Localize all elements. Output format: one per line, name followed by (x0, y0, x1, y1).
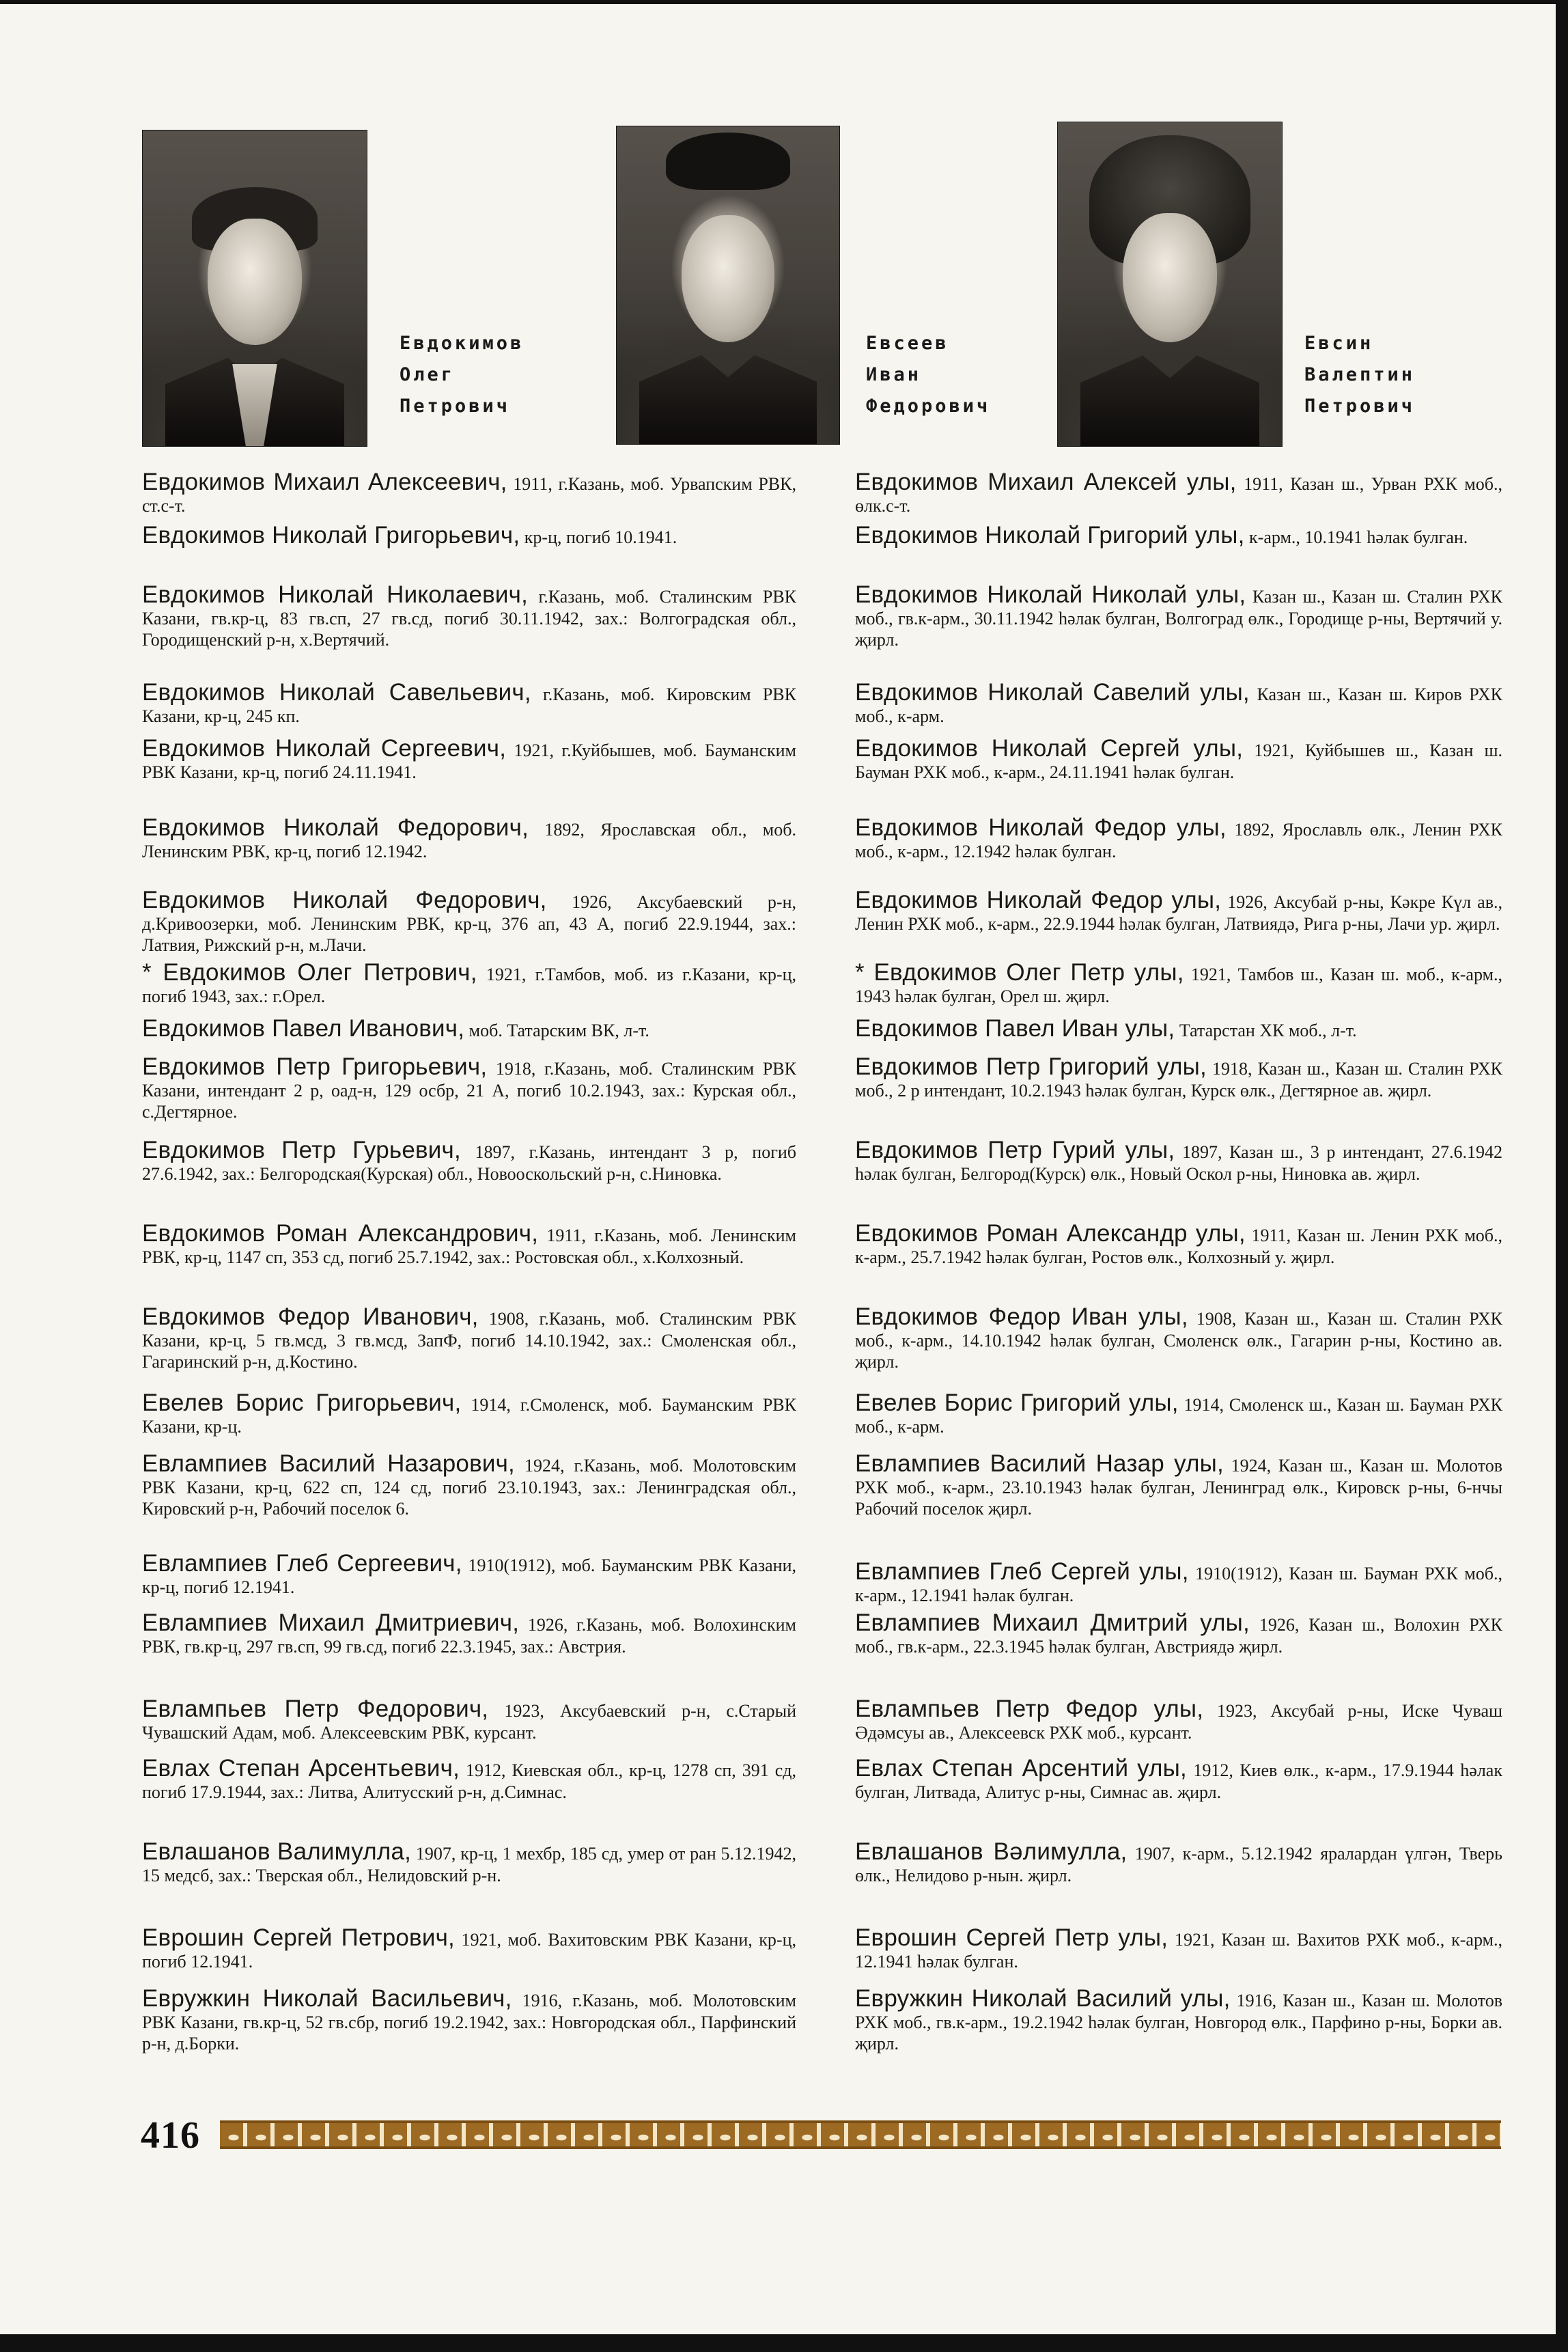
russian-entry (142, 581, 796, 651)
russian-entry (142, 1450, 796, 1520)
entry-details: 1924, Казан ш., Казан ш. Молотов РХК моб., к-арм., 23.10.1943 һәлак булган, Ленинград өлк., Кировск р-ны, 6-нчы Рабочий поселок җирл. (855, 1456, 1502, 1519)
russian-entry (142, 1924, 797, 1972)
tatar-entry (855, 1015, 1502, 1042)
russian-entry (142, 814, 796, 862)
entry-name: Евлашанов Валимулла, (142, 1838, 412, 1865)
tatar-entry (855, 1139, 1502, 1185)
tatar-entry (855, 959, 1503, 1007)
entry-name: Евлампиев Василий Назарович, (142, 1450, 515, 1477)
tatar-entry (855, 814, 1502, 862)
entry-name: Евлах Степан Арсентьевич, (142, 1755, 460, 1782)
entry-name: Евдокимов Николай Федор улы, (855, 814, 1227, 841)
entry-details: к-арм., 10.1941 һәлак булган. (1244, 527, 1468, 547)
photo-caption-1: Евдокимов Олег Петрович (400, 333, 524, 417)
russian-entry (142, 1389, 796, 1437)
entry-name: Евдокимов Роман Александрович, (142, 1220, 539, 1247)
russian-entry (142, 889, 796, 956)
entry-name: Евдокимов Николай Савелий улы, (855, 679, 1250, 706)
tatar-entry (855, 522, 1502, 549)
scan-edge-bottom (0, 2334, 1568, 2352)
entry-name: Евдокимов Николай Федорович, (142, 814, 529, 841)
entry-name: Евдокимов Федор Иван улы, (855, 1303, 1188, 1330)
entry-name: Евелев Борис Григорий улы, (855, 1389, 1179, 1416)
entry-details: 1912, Киевская обл., кр-ц, 1278 сп, 391 сд, погиб 17.9.1944, зах.: Литва, Алитусский р-н, д.Симнас. (142, 1760, 796, 1802)
entry-name: Еврошин Сергей Петрович, (142, 1924, 455, 1951)
russian-entry (142, 1550, 796, 1598)
entry-details: 1911, г.Казань, моб. Урвапским РВК, ст.с-т. (142, 474, 796, 516)
tatar-entry (855, 1053, 1502, 1101)
tatar-entry (855, 1220, 1503, 1268)
entry-details: 1916, Казан ш., Казан ш. Молотов РХК моб., гв.к-арм., 19.2.1942 һәлак булган, Новгород өлк., Парфино р-ны, Борки ав. җирл. (855, 1991, 1502, 2053)
tatar-entry (855, 1698, 1502, 1743)
entry-name: Евдокимов Павел Иванович, (142, 1015, 465, 1042)
entry-name: Евдокимов Николай Николай улы, (855, 581, 1246, 608)
decorative-border-ornament (220, 2120, 1501, 2149)
entry-details: г.Казань, моб. Кировским РВК Казани, кр-ц, 245 кп. (142, 684, 796, 726)
russian-entry (142, 1985, 796, 2055)
entry-details: 1908, Казан ш., Казан ш. Сталин РХК моб., к-арм., 14.10.1942 һәлак булган, Смоленск өлк., Гагарин р-ны, Костино ав. җирл. (855, 1309, 1503, 1372)
entry-name: Евдокимов Николай Григорий улы, (855, 522, 1245, 549)
entry-name: Евлампиев Василий Назар улы, (855, 1450, 1224, 1477)
entry-name: Евдокимов Николай Николаевич, (142, 581, 529, 608)
entry-name: Евлампиев Михаил Дмитриевич, (142, 1609, 520, 1636)
entry-details: 1924, г.Казань, моб. Молотовским РВК Казани, кр-ц, 622 сп, 124 сд, погиб 23.10.1943, зах.: Ленинградская обл., Кировский р-н, Рабочий поселок 6. (142, 1456, 796, 1519)
entry-name: Евдокимов Николай Федор улы, (855, 887, 1222, 913)
russian-entry (142, 1609, 796, 1657)
tatar-entry (855, 1755, 1502, 1803)
entry-name: Евдокимов Роман Александр улы, (855, 1220, 1246, 1247)
russian-entry (142, 522, 796, 549)
entry-details: г.Казань, моб. Сталинским РВК Казани, гв.кр-ц, 83 гв.сп, 27 гв.сд, погиб 30.11.1942, зах.: Волгоградская обл., Городищенский р-н, х.Вертячий. (142, 587, 796, 650)
tatar-entry (855, 1303, 1503, 1373)
entry-name: Евлах Степан Арсентий улы, (855, 1755, 1187, 1782)
russian-entry (142, 1139, 796, 1185)
portrait-photo-1 (142, 130, 367, 447)
entry-name: Евдокимов Николай Федорович, (142, 887, 547, 913)
entry-details: 1926, Аксубаевский р-н, д.Кривоозерки, моб. Ленинским РВК, кр-ц, 376 ап, 43 А, погиб 22.9.1944, зах.: Латвия, Рижский р-н, м.Лачи. (142, 892, 796, 955)
tatar-entry (855, 1838, 1502, 1886)
entry-name: Евдокимов Петр Григорий улы, (855, 1053, 1207, 1080)
entry-details: 1897, г.Казань, интендант 3 р, погиб 27.6.1942, зах.: Белгородская(Курская) обл., Новооскольский р-н, с.Ниновка. (142, 1142, 796, 1184)
portrait-photo-2 (616, 126, 840, 445)
entry-name: Евдокимов Петр Гурий улы, (855, 1137, 1175, 1163)
entry-name: * Евдокимов Олег Петрович, (142, 959, 477, 986)
entry-name: Евлампьев Петр Федор улы, (855, 1696, 1204, 1722)
entry-details: 1892, Ярославль өлк., Ленин РХК моб., к-арм., 12.1942 һәлак булган. (855, 820, 1502, 861)
entry-name: Евелев Борис Григорьевич, (142, 1389, 462, 1416)
scan-edge-right (1556, 0, 1568, 2352)
entry-name: Евлампьев Петр Федорович, (142, 1696, 489, 1722)
entry-details: 1910(1912), Казан ш. Бауман РХК моб., к-арм., 12.1941 һәлак булган. (855, 1564, 1502, 1605)
russian-entry (142, 1220, 796, 1268)
entry-details: 1914, г.Смоленск, моб. Бауманским РВК Казани, кр-ц. (142, 1395, 796, 1437)
entry-details: 1923, Аксубаевский р-н, с.Старый Чувашский Адам, моб. Алексеевским РВК, курсант. (142, 1701, 796, 1743)
entry-name: Евлампиев Глеб Сергей улы, (855, 1558, 1189, 1585)
entry-details: 1921, г.Тамбов, моб. из г.Казани, кр-ц, погиб 1943, зах.: г.Орел. (142, 965, 797, 1006)
entry-details: 1910(1912), моб. Бауманским РВК Казани, кр-ц, погиб 12.1941. (142, 1555, 796, 1597)
entry-details: 1911, г.Казань, моб. Ленинским РВК, кр-ц, 1147 сп, 353 сд, погиб 25.7.1942, зах.: Ростовская обл., х.Колхозный. (142, 1226, 796, 1267)
entry-name: Евдокимов Петр Гурьевич, (142, 1137, 461, 1163)
entry-details: 1921, Тамбов ш., Казан ш. моб., к-арм., 1943 һәлак булган, Орел ш. җирл. (855, 965, 1503, 1006)
entry-details: 1921, г.Куйбышев, моб. Бауманским РВК Казани, кр-ц, погиб 24.11.1941. (142, 741, 796, 782)
entry-name: Евружкин Николай Василий улы, (855, 1985, 1231, 2012)
entry-name: Евдокимов Николай Григорьевич, (142, 522, 520, 549)
entry-details: моб. Татарским ВК, л-т. (464, 1021, 649, 1040)
russian-entry (142, 1755, 796, 1803)
tatar-entry (855, 581, 1502, 651)
russian-entry (142, 1303, 797, 1373)
entry-details: 1926, Казан ш., Волохин РХК моб., гв.к-арм., 22.3.1945 һәлак булган, Австриядә җирл. (855, 1615, 1502, 1657)
entry-name: Евдокимов Николай Сергей улы, (855, 735, 1244, 762)
tatar-entry (855, 889, 1502, 935)
entry-details: 1914, Смоленск ш., Казан ш. Бауман РХК моб., к-арм. (855, 1395, 1502, 1437)
entry-details: 1907, к-арм., 5.12.1942 яралардан үлгән, Тверь өлк., Нелидово р-нын. җирл. (855, 1844, 1502, 1885)
entry-details: 1912, Киев өлк., к-арм., 17.9.1944 һәлак булган, Литвада, Алитус р-ны, Симнас ав. җирл. (855, 1760, 1502, 1802)
photo-caption-2: Евсеев Иван Федорович (866, 333, 991, 417)
entry-name: Евдокимов Михаил Алексеевич, (142, 469, 507, 495)
entry-name: Евдокимов Николай Савельевич, (142, 679, 531, 706)
entry-details: 1911, Казан ш. Ленин РХК моб., к-арм., 25.7.1942 һәлак булган, Ростов өлк., Колхозный у. җирл. (855, 1226, 1503, 1267)
entry-details: 1921, моб. Вахитовским РВК Казани, кр-ц, погиб 12.1941. (142, 1930, 797, 1971)
russian-entry (142, 679, 796, 727)
entry-details: 1923, Аксубай р-ны, Иске Чуваш Әдәмсуы ав., Алексеевск РХК моб., курсант. (855, 1701, 1503, 1743)
russian-entry (142, 1698, 796, 1743)
entry-name: Евлашанов Вәлимулла, (855, 1838, 1128, 1865)
tatar-entry (855, 1558, 1502, 1606)
entry-name: Евдокимов Павел Иван улы, (855, 1015, 1175, 1042)
entry-name: Евружкин Николай Васильевич, (142, 1985, 512, 2012)
entry-name: Евлампиев Михаил Дмитрий улы, (855, 1609, 1250, 1636)
entry-details: 1926, г.Казань, моб. Волохинским РВК, гв.кр-ц, 297 гв.сп, 99 гв.сд, погиб 22.3.1945, зах.: Австрия. (142, 1615, 796, 1657)
russian-entry (142, 471, 796, 516)
entry-details: 1921, Казан ш. Вахитов РХК моб., к-арм., 12.1941 һәлак булган. (855, 1930, 1502, 1971)
page-number: 416 (141, 2114, 200, 2157)
entry-details: 1921, Куйбышев ш., Казан ш. Бауман РХК моб., к-арм., 24.11.1941 һәлак булган. (855, 741, 1503, 782)
entry-details: 1926, Аксубай р-ны, Кәкре Күл ав., Ленин РХК моб., к-арм., 22.9.1944 һәлак булган, Латвиядә, Рига р-ны, Лачи ур. җирл. (855, 892, 1502, 934)
entry-details: 1918, г.Казань, моб. Сталинским РВК Казани, интендант 2 р, оад-н, 129 осбр, 21 А, погиб 10.2.1943, зах.: Курская обл., с.Дегтярное. (142, 1059, 796, 1122)
entry-name: Евдокимов Николай Сергеевич, (142, 735, 507, 762)
tatar-entry (855, 1450, 1502, 1520)
tatar-entry (855, 735, 1503, 783)
tatar-entry (855, 471, 1502, 516)
entry-name: Евдокимов Федор Иванович, (142, 1303, 479, 1330)
entry-details: 1907, кр-ц, 1 мехбр, 185 сд, умер от ран 5.12.1942, 15 медсб, зах.: Тверская обл., Нелидовский р-н. (142, 1844, 796, 1885)
russian-entry (142, 1015, 796, 1042)
entry-details: 1916, г.Казань, моб. Молотовским РВК Казани, гв.кр-ц, 52 гв.сбр, погиб 19.2.1942, зах.: Новгородская обл., Парфинский р-н, д.Борки. (142, 1991, 796, 2053)
entry-details: Татарстан ХК моб., л-т. (1175, 1021, 1357, 1040)
entry-name: Евдокимов Петр Григорьевич, (142, 1053, 488, 1080)
entry-details: Казан ш., Казан ш. Сталин РХК моб., гв.к-арм., 30.11.1942 һәлак булган, Волгоград өлк., Городище р-ны, Вертячий у. җирл. (855, 587, 1502, 650)
entry-details: 1908, г.Казань, моб. Сталинским РВК Казани, кр-ц, 5 гв.мсд, 3 гв.мсд, ЗапФ, погиб 14.10.1942, зах.: Смоленская обл., Гагаринский р-н, д.Костино. (142, 1309, 797, 1372)
tatar-entry (855, 1609, 1502, 1657)
tatar-entry (855, 1924, 1502, 1972)
photo-caption-3: Евсин Валептин Петрович (1304, 333, 1416, 417)
scan-edge-top (0, 0, 1568, 4)
russian-entry (142, 959, 797, 1007)
entry-details: кр-ц, погиб 10.1941. (520, 527, 677, 547)
entry-name: Евдокимов Михаил Алексей улы, (855, 469, 1237, 495)
entry-name: Евлампиев Глеб Сергеевич, (142, 1550, 462, 1577)
entry-details: 1892, Ярославская обл., моб. Ленинским РВК, кр-ц, погиб 12.1942. (142, 820, 796, 861)
russian-entry (142, 735, 796, 783)
entry-details: Казан ш., Казан ш. Киров РХК моб., к-арм. (855, 684, 1502, 726)
entry-name: * Евдокимов Олег Петр улы, (855, 959, 1184, 986)
entry-name: Еврошин Сергей Петр улы, (855, 1924, 1168, 1951)
entry-details: 1918, Казан ш., Казан ш. Сталин РХК моб., 2 р интендант, 10.2.1943 һәлак булган, Курск өлк., Дегтярное ав. җирл. (855, 1059, 1502, 1101)
tatar-entry (855, 679, 1502, 727)
entry-details: 1911, Казан ш., Урван РХК моб., өлк.с-т. (855, 474, 1502, 516)
portrait-photo-3 (1057, 122, 1283, 447)
russian-entry (142, 1838, 796, 1886)
tatar-entry (855, 1389, 1502, 1437)
tatar-entry (855, 1985, 1502, 2055)
entry-details: 1897, Казан ш., 3 р интендант, 27.6.1942 һәлак булган, Белгород(Курск) өлк., Новый Оскол р-ны, Ниновка ав. җирл. (855, 1142, 1502, 1184)
russian-entry (142, 1053, 796, 1123)
